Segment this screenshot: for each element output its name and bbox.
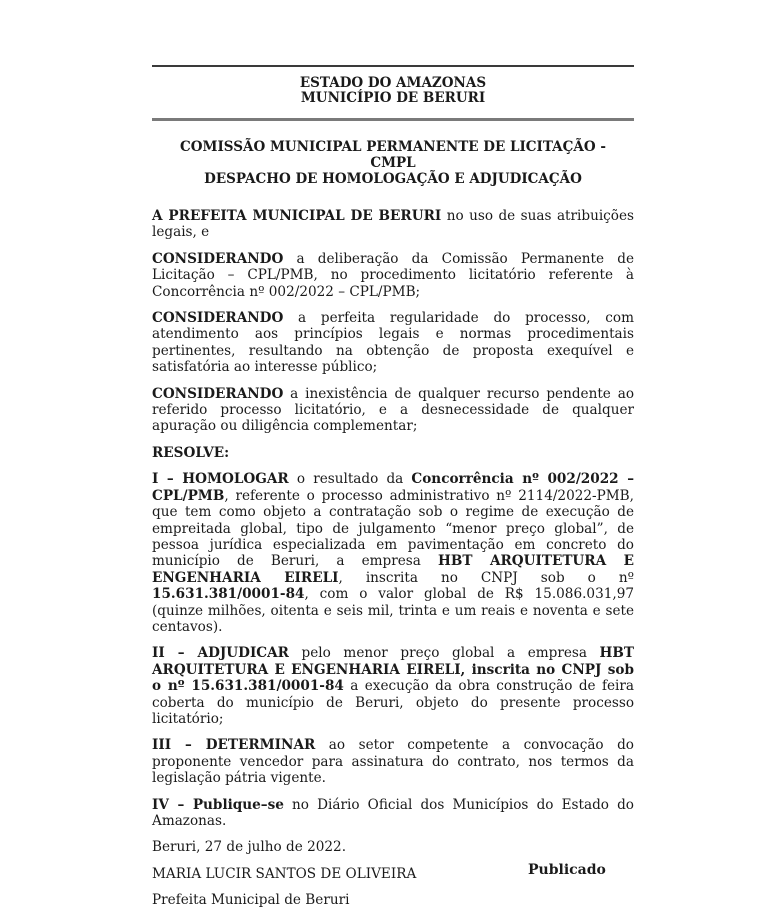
considerando-text: a inexistência de qualquer recurso pendente ao referido processo licitatório, e a desnecessidade de qualquer apuração ou diligência complementar; (152, 385, 634, 435)
company-name: HBT ARQUITETURA E ENGENHARIA EIRELI (152, 553, 634, 586)
signature-date: Beruri, 27 de julho de 2022. (152, 839, 347, 856)
item-prefix: II – (152, 645, 198, 662)
cnpj-number: 15.631.381/0001-84 (152, 586, 305, 603)
considerando-paragraph (152, 251, 634, 300)
item-prefix: IV – (152, 796, 193, 813)
item-text: pelo menor preço global a empresa (288, 645, 600, 662)
document-header (152, 76, 634, 106)
header-state: ESTADO DO AMAZONAS (299, 75, 487, 91)
item-verb: Publique–se (192, 796, 284, 813)
item-text: ao setor competente a convocação do proponente vencedor para assinatura do contrato, nos termos da legislação pátria vigente. (152, 737, 634, 787)
item-verb: DETERMINAR (205, 737, 316, 754)
intro-text: no uso de suas atribuições legais, e (152, 208, 634, 241)
item-verb: ADJUDICAR (197, 645, 289, 662)
item-bold-text: HBT ARQUITETURA E ENGENHARIA EIRELI, inscrita no CNPJ sob o nº 15.631.381/0001-84 (152, 645, 634, 695)
header-municipality: MUNICÍPIO DE BERURI (300, 90, 486, 106)
considerando-label: CONSIDERANDO (152, 310, 284, 327)
considerando-paragraph (152, 310, 634, 376)
document-title (152, 139, 634, 187)
considerando-text: a deliberação da Comissão Permanente de Licitação – CPL/PMB, no procedimento licitatório referente à Concorrência nº 002/2022 – CPL/PMB; (152, 250, 634, 300)
title-commission: COMISSÃO MUNICIPAL PERMANENTE DE LICITAÇÃO - (180, 139, 606, 155)
item-verb: HOMOLOGAR (182, 471, 289, 488)
resolution-item-determinar (152, 737, 634, 786)
item-text: , com o valor global de R$ 15.086.031,97 (quinze milhões, oitenta e seis mil, trinta e um reais e noventa e sete centavos). (152, 586, 634, 635)
resolution-item-publique (152, 797, 634, 830)
intro-paragraph (152, 208, 634, 241)
title-despacho: DESPACHO DE HOMOLOGAÇÃO E ADJUDICAÇÃO (204, 171, 582, 187)
item-prefix: III – (152, 737, 206, 754)
item-bold-text: Concorrência nº 002/2022 – CPL/PMB (152, 471, 634, 504)
item-text: o resultado da (288, 471, 412, 488)
resolution-item-homologar (152, 471, 634, 635)
footer-cutoff-text: Publicado (528, 862, 606, 878)
intro-bold: A PREFEITA MUNICIPAL DE BERURI (152, 208, 442, 224)
item-text: , inscrita no CNPJ sob o nº (338, 569, 634, 586)
considerando-paragraph (152, 386, 634, 435)
resolve-label: RESOLVE: (152, 444, 230, 461)
item-text: a execução da obra construção de feira coberta do município de Beruri, objeto do presente processo licitatório; (152, 678, 634, 727)
item-prefix: I – (152, 471, 183, 488)
title-commission-acronym: CMPL (370, 155, 416, 171)
header-bottom-rule (152, 118, 634, 121)
header-top-rule (152, 65, 634, 67)
item-text: , referente o processo administrativo nº 2114/2022-PMB, que tem como objeto a contratação sob o regime de execução de empreitada global, tipo de julgamento “menor preço global”, de pessoa jurídica especializada em pavimentação em concreto do município de Beruri, a empresa (152, 487, 634, 570)
considerando-label: CONSIDERANDO (152, 250, 284, 267)
document-body (152, 208, 634, 919)
resolution-item-adjudicar (152, 645, 634, 727)
signature-role: Prefeita Municipal de Beruri (152, 892, 350, 909)
signature-name: MARIA LUCIR SANTOS DE OLIVEIRA (152, 865, 417, 882)
considerando-label: CONSIDERANDO (152, 385, 284, 402)
resolve-heading (152, 445, 634, 461)
considerando-text: a perfeita regularidade do processo, com atendimento aos princípios legais e normas procedimentais pertinentes, resultando na obtenção de proposta exequível e satisfatória ao interesse público; (152, 310, 634, 376)
item-text: no Diário Oficial dos Municípios do Estado do Amazonas. (152, 796, 634, 829)
